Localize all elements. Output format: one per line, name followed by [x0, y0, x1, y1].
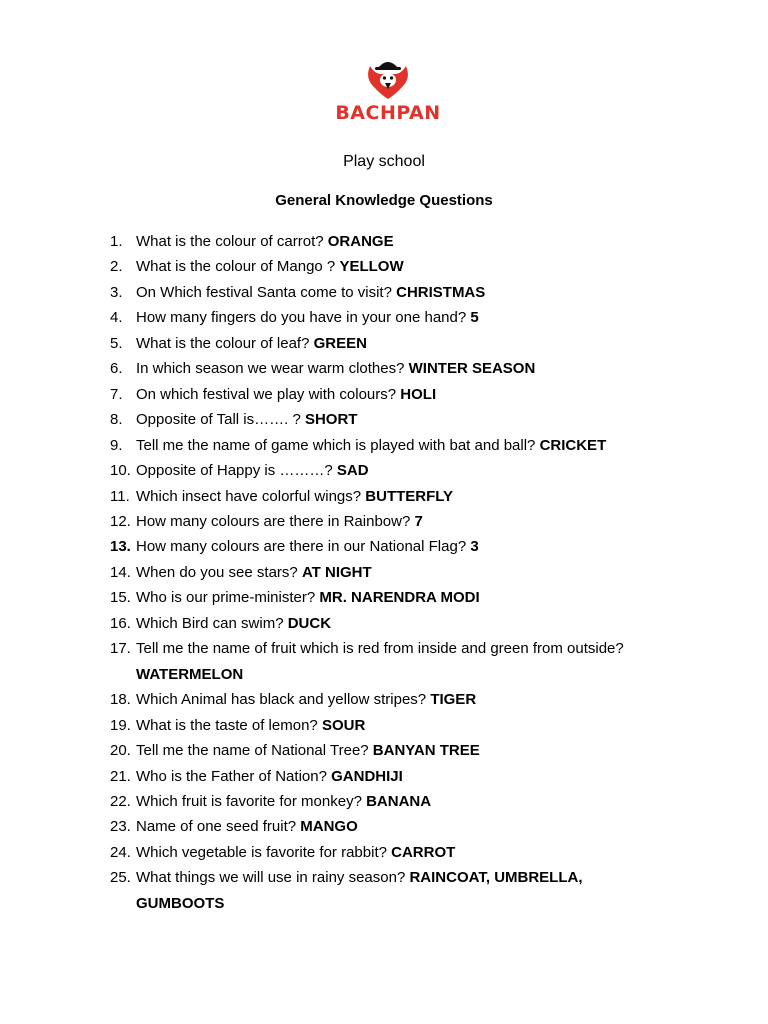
list-item: [108, 433, 748, 458]
answer-text-continued: GUMBOOTS: [136, 894, 225, 912]
question-text: What things we will use in rainy season?: [136, 869, 410, 887]
question-number: 17.: [110, 640, 131, 658]
question-list: [108, 229, 748, 916]
question-text: When do you see stars?: [136, 563, 302, 581]
subtitle: Play school: [343, 153, 425, 170]
question-number: 8.: [110, 411, 123, 429]
question-text: Opposite of Happy is ………?: [136, 462, 337, 480]
answer-text: GREEN: [313, 334, 367, 352]
question-text: How many fingers do you have in your one hand?: [136, 309, 471, 327]
list-item: [108, 764, 748, 789]
question-text: Which insect have colorful wings?: [136, 487, 366, 505]
list-item: [108, 560, 748, 585]
list-item: [108, 865, 748, 916]
answer-text: YELLOW: [339, 258, 404, 276]
question-text: Which fruit is favorite for monkey?: [136, 792, 367, 810]
answer-text: WINTER SEASON: [408, 360, 536, 378]
question-text: On Which festival Santa come to visit?: [136, 283, 397, 301]
answer-text: BANANA: [366, 792, 432, 810]
list-item: [108, 382, 748, 407]
list-item: [108, 738, 748, 763]
answer-text: RAINCOAT, UMBRELLA,: [409, 869, 583, 887]
question-number: 13.: [110, 538, 131, 556]
question-number: 16.: [110, 614, 131, 632]
question-text: Which Animal has black and yellow stripes?: [136, 691, 431, 709]
question-number: 23.: [110, 818, 131, 836]
answer-text: SOUR: [321, 716, 366, 734]
list-item: [108, 305, 748, 330]
question-text: Tell me the name of game which is played with bat and ball?: [136, 436, 540, 454]
answer-text: CARROT: [391, 843, 456, 861]
answer-text: MANGO: [300, 818, 358, 836]
question-number: 11.: [110, 487, 130, 505]
answer-text: BANYAN TREE: [372, 742, 480, 760]
question-text: How many colours are there in our National Flag?: [136, 538, 471, 556]
list-item: [108, 840, 748, 865]
question-number: 18.: [110, 691, 131, 709]
question-text: Opposite of Tall is……. ?: [136, 411, 305, 429]
answer-text: SHORT: [304, 411, 358, 429]
page-title: General Knowledge Questions: [275, 192, 493, 209]
list-item: [108, 509, 748, 534]
list-item: [108, 534, 748, 559]
question-text: Tell me the name of fruit which is red from inside and green from outside?: [136, 640, 624, 658]
list-item: [108, 254, 748, 279]
answer-text: BUTTERFLY: [365, 487, 454, 505]
list-item: [108, 458, 748, 483]
question-text: What is the colour of Mango ?: [136, 258, 340, 276]
question-number: 9.: [110, 436, 123, 454]
question-number: 3.: [110, 283, 123, 301]
question-text: What is the colour of carrot?: [136, 233, 328, 250]
answer-text: GANDHIJI: [331, 767, 403, 785]
question-text: Which Bird can swim?: [136, 614, 288, 632]
question-text: Who is the Father of Nation?: [136, 767, 332, 785]
bird-logo-icon: [365, 56, 411, 100]
list-item: [108, 331, 748, 356]
list-item: [108, 585, 748, 610]
question-number: 20.: [110, 742, 131, 760]
answer-text: 7: [414, 512, 423, 530]
answer-text: MR. NARENDRA MODI: [319, 589, 480, 607]
answer-text: SAD: [336, 462, 369, 480]
answer-text: 3: [470, 538, 479, 556]
bachpan-logo: [316, 56, 460, 138]
question-text: What is the taste of lemon?: [136, 716, 322, 734]
answer-text: DUCK: [287, 614, 332, 632]
question-text: In which season we wear warm clothes?: [136, 360, 409, 378]
question-number: 5.: [110, 334, 123, 352]
question-number: 21.: [110, 767, 131, 785]
question-number: 14.: [110, 563, 131, 581]
question-text: Which vegetable is favorite for rabbit?: [136, 843, 392, 861]
question-text: How many colours are there in Rainbow?: [136, 512, 415, 530]
logo-wordmark: BACHPAN: [335, 102, 441, 124]
answer-text: TIGER: [430, 691, 477, 709]
question-number: 25.: [110, 869, 131, 887]
question-number: 2.: [110, 258, 123, 276]
question-number: 22.: [110, 792, 131, 810]
question-number: 15.: [110, 589, 131, 607]
answer-text: WATERMELON: [136, 665, 244, 683]
list-item: [108, 484, 748, 509]
question-text: Tell me the name of National Tree?: [136, 742, 373, 760]
question-number: 24.: [110, 843, 131, 861]
answer-text: CRICKET: [539, 436, 607, 454]
answer-text: 5: [470, 309, 479, 327]
list-item: [108, 687, 748, 712]
list-item: [108, 280, 748, 305]
list-item: [108, 611, 748, 636]
list-item: [108, 789, 748, 814]
answer-text: CHRISTMAS: [396, 283, 486, 301]
answer-text: ORANGE: [327, 233, 394, 250]
list-item: [108, 636, 748, 687]
answer-text: AT NIGHT: [301, 563, 372, 581]
question-text: Name of one seed fruit?: [136, 818, 301, 836]
question-number: 6.: [110, 360, 123, 378]
question-number: 19.: [110, 716, 131, 734]
list-item: [108, 407, 748, 432]
list-item: [108, 356, 748, 381]
question-text: Who is our prime-minister?: [136, 589, 320, 607]
question-number: 1.: [110, 233, 123, 250]
question-text: What is the colour of leaf?: [136, 334, 314, 352]
question-number: 10.: [110, 462, 131, 480]
question-number: 12.: [110, 512, 131, 530]
answer-text: HOLI: [400, 385, 437, 403]
question-number: 4.: [110, 309, 123, 327]
question-number: 7.: [110, 385, 123, 403]
list-item: [108, 713, 748, 738]
question-text: On which festival we play with colours?: [136, 385, 401, 403]
list-item: [108, 814, 748, 839]
list-item: [108, 229, 748, 254]
